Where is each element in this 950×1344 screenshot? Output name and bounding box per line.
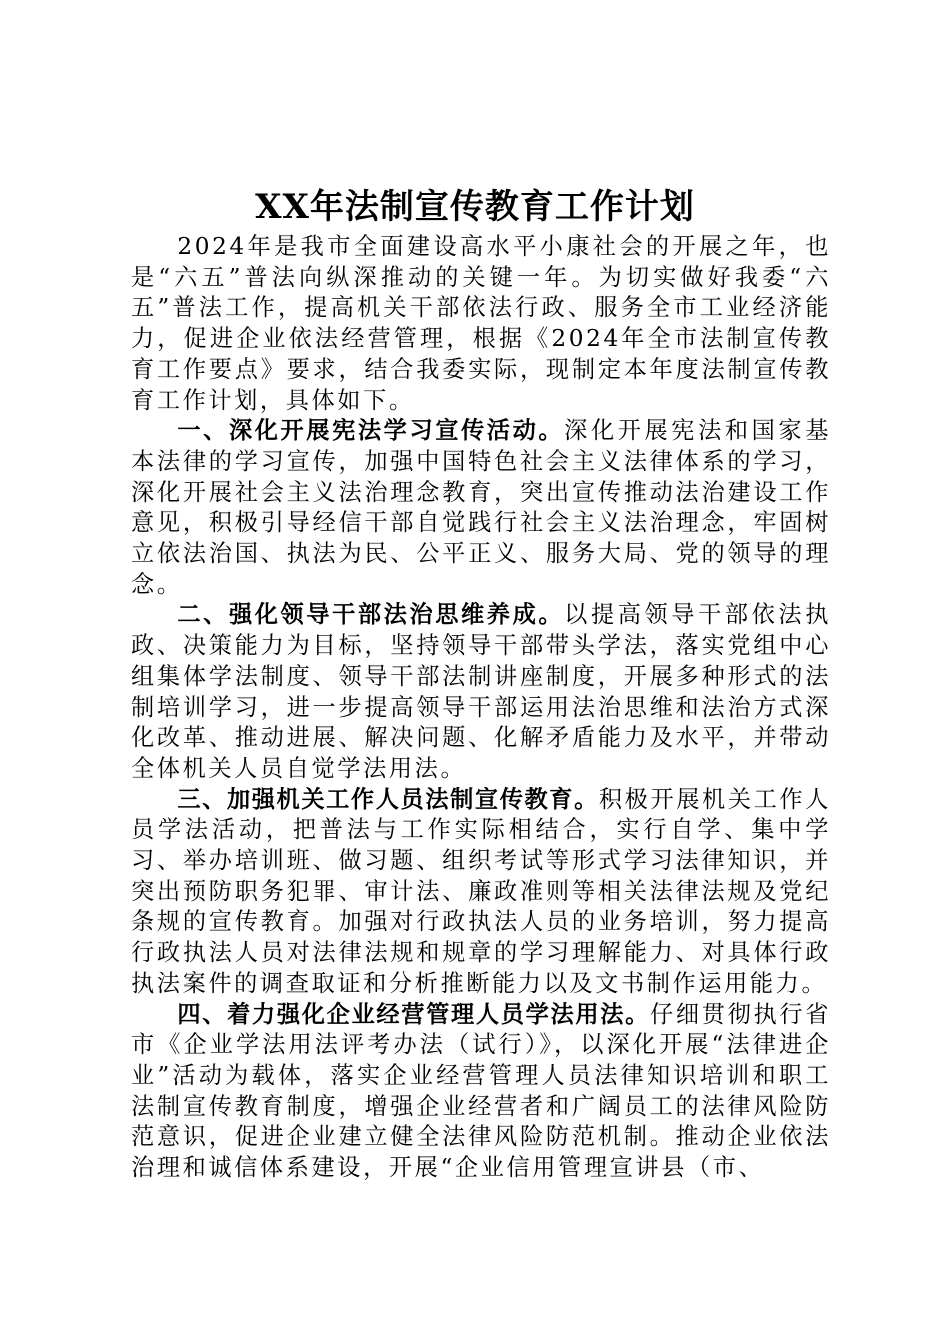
intro-paragraph: 2024年是我市全面建设高水平小康社会的开展之年，也是“六五”普法向纵深推动的关键一年。为切实做好我委“六五”普法工作，提高机关干部依法行政、服务全市工业经济能力，促进企业依法经营管理，根据《2024年全市法制宣传教育工作要点》要求，结合我委实际，现制定本年度法制宣传教育工作计划，具体如下。 [131,233,831,414]
document-title: XX年法制宣传教育工作计划 [255,187,695,227]
document-body [131,232,831,1184]
section-heading-2: 二、强化领导干部法治思维养成。 [177,601,565,629]
section-paragraph-3 [131,785,831,1000]
section-heading-4: 四、着力强化企业经营管理人员学法用法。 [177,1000,650,1028]
section-heading-1: 一、深化开展宪法学习宣传活动。 [177,417,565,445]
section-text-3: 积极开展机关工作人员学法活动，把普法与工作实际相结合，实行自学、集中学习、举办培训班、做习题、组织考试等形式学习法律知识，并突出预防职务犯罪、审计法、廉政准则等相关法律法规及党纪条规的宣传教育。加强对行政执法人员的业务培训，努力提高行政执法人员对法律法规和规章的学习理解能力、对具体行政执法案件的调查取证和分析推断能力以及文书制作运用能力。 [131,785,832,997]
section-paragraph-4 [131,1000,831,1184]
section-paragraph-2 [131,600,831,784]
section-text-2: 以提高领导干部依法执政、决策能力为目标，坚持领导干部带头学法，落实党组中心组集体学法制度、领导干部法制讲座制度，开展多种形式的法制培训学习，进一步提高领导干部运用法治思维和法治方式深化改革、推动进展、解决问题、化解矛盾能力及水平，并带动全体机关人员自觉学法用法。 [131,601,832,782]
section-paragraph-1 [131,416,831,600]
section-text-1: 深化开展宪法和国家基本法律的学习宣传，加强中国特色社会主义法律体系的学习，深化开展社会主义法治理念教育，突出宣传推动法治建设工作意见，积极引导经信干部自觉践行社会主义法治理念，牢固树立依法治国、执法为民、公平正义、服务大局、党的领导的理念。 [131,417,832,598]
section-text-4: 仔细贯彻执行省市《企业学法用法评考办法（试行）》，以深化开展“法律进企业”活动为载体，落实企业经营管理人员法律知识培训和职工法制宣传教育制度，增强企业经营者和广阔员工的法律风险防范意识，促进企业建立健全法律风险防范机制。推动企业依法治理和诚信体系建设，开展“企业信用管理宣讲县（市、 [131,1000,831,1182]
section-heading-3: 三、加强机关工作人员法制宣传教育。 [177,785,599,813]
